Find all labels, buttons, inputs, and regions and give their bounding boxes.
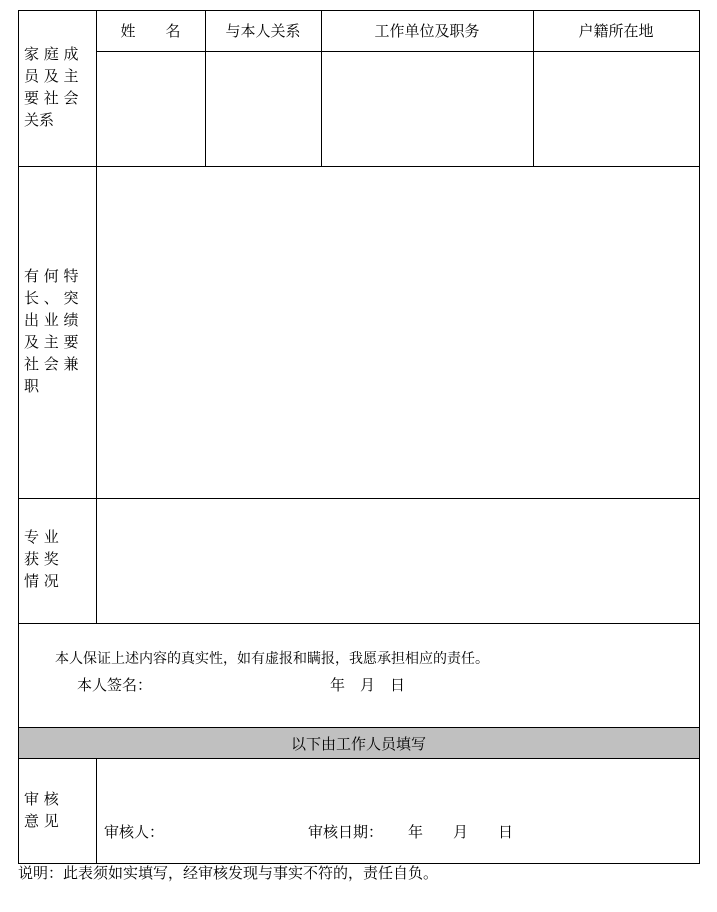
- reviewer-label: 审核人：: [104, 823, 165, 841]
- column-header-name: 姓 名: [120, 21, 181, 40]
- review-opinion-input-cell[interactable]: [97, 759, 699, 819]
- staff-fill-heading: 以下由工作人员填写: [290, 734, 426, 753]
- table-border-right: [699, 10, 700, 864]
- signature-label: 本人签名：: [77, 676, 153, 694]
- declaration-date: 年 月 日: [330, 676, 406, 694]
- awards-label: 专 业 获 奖 情 况: [24, 528, 59, 590]
- column-header-workplace-position: 工作单位及职务: [374, 21, 480, 40]
- awards-section-bottom: [18, 623, 700, 624]
- column-header-household-registration: 户籍所在地: [578, 21, 654, 40]
- achievements-input-cell[interactable]: [97, 167, 699, 498]
- family-relationship-input-cell[interactable]: [206, 52, 321, 166]
- footer-note: 说明：此表须如实填写，经审核发现与事实不符的，责任自负。: [18, 864, 439, 882]
- family-relations-label: 家 庭 成 员 及 主 要 社 会 关系: [24, 45, 79, 129]
- column-header-relationship: 与本人关系: [225, 21, 301, 40]
- awards-input-cell[interactable]: [97, 499, 699, 623]
- signature-field[interactable]: [160, 674, 320, 696]
- family-name-input-cell[interactable]: [97, 52, 205, 166]
- review-date-label: 审核日期：: [308, 823, 384, 841]
- family-workplace-input-cell[interactable]: [322, 52, 533, 166]
- review-date: 年 月 日: [408, 823, 514, 841]
- declaration-statement: 本人保证上述内容的真实性，如有虚报和瞒报，我愿承担相应的责任。: [55, 651, 489, 667]
- achievements-label: 有 何 特 长 、 突 出 业 绩 及 主 要 社 会 兼 职: [24, 267, 79, 395]
- review-opinion-label: 审 核 意 见: [24, 790, 59, 830]
- family-registration-input-cell[interactable]: [534, 52, 699, 166]
